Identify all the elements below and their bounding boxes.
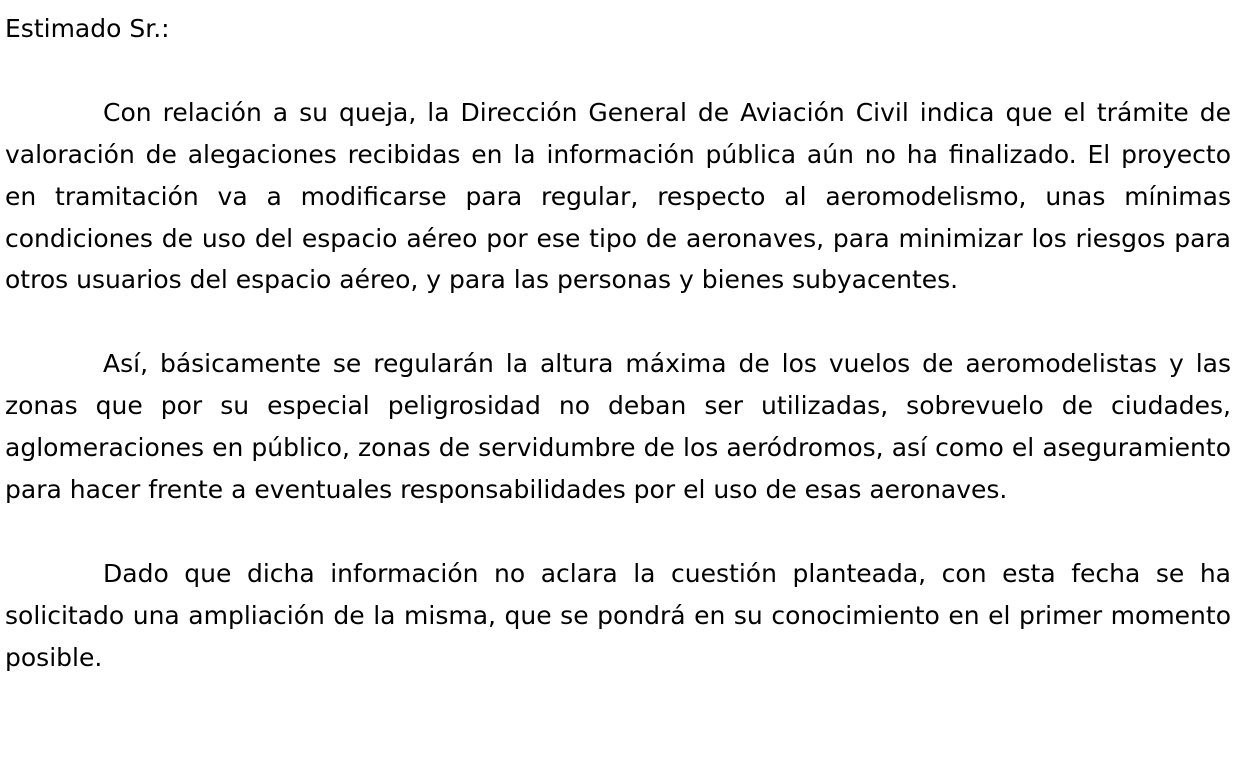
paragraph-complaint-status: Con relación a su queja, la Dirección General de Aviación Civil indica que el trámite de valoración de alegaciones recibidas en la información pública aún no ha finalizado. El proyecto en tramitación va a modificarse para regular, respecto al aeromodelismo, unas mínimas condiciones de uso del espacio aéreo por ese tipo de aeronaves, para minimizar los riesgos para otros usuarios del espacio aéreo, y para las personas y bienes subyacentes.: [5, 97, 1231, 295]
letter-body: [5, 8, 1231, 678]
paragraph-followup: Dado que dicha información no aclara la cuestión planteada, con esta fecha se ha solicitado una ampliación de la misma, que se pondrá en su conocimiento en el primer momento posible.: [5, 558, 1231, 672]
salutation: Estimado Sr.:: [5, 14, 170, 43]
paragraph-regulation-scope: Así, básicamente se regularán la altura máxima de los vuelos de aeromodelistas y las zonas que por su especial peligrosidad no deban ser utilizadas, sobrevuelo de ciudades, aglomeraciones en público, zonas de servidumbre de los aeródromos, así como el aseguramiento para hacer frente a eventuales responsabilidades por el uso de esas aeronaves.: [5, 349, 1231, 504]
